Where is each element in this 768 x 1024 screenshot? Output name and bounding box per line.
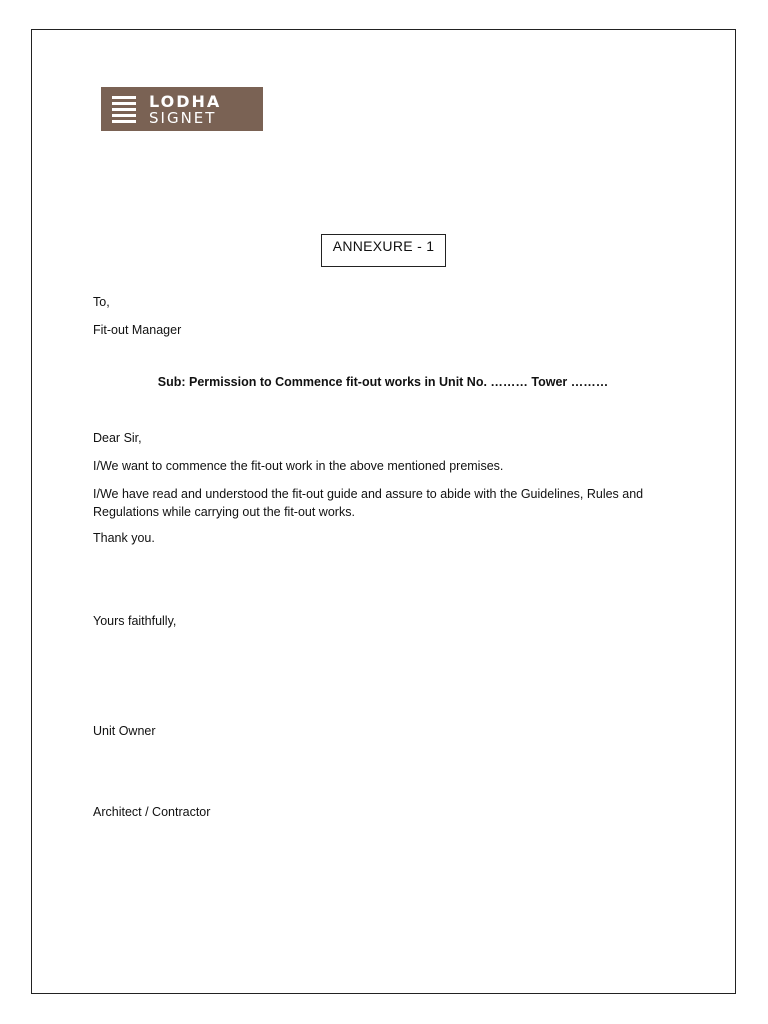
letter-recipient: Fit-out Manager: [93, 323, 182, 337]
letter-paragraph-2: I/We have read and understood the fit-out guide and assure to abide with the Guidelines, Rules and Regulations while carrying out the fit-out works.: [93, 487, 644, 519]
logo-lines-icon: [112, 96, 136, 124]
letter-salutation: Dear Sir,: [93, 431, 142, 445]
letter-subject: Sub: Permission to Commence fit-out works in Unit No. ……… Tower ………: [157, 375, 609, 389]
logo-text-lodha: LODHA: [149, 92, 222, 111]
logo-text-signet: SIGNET: [149, 109, 217, 127]
signatory-architect-contractor: Architect / Contractor: [93, 805, 211, 819]
letter-to: To,: [93, 295, 110, 309]
lodha-signet-logo: [101, 87, 263, 131]
annexure-title: ANNEXURE - 1: [321, 234, 446, 267]
signatory-unit-owner: Unit Owner: [93, 724, 156, 738]
letter-paragraph-1: I/We want to commence the fit-out work in the above mentioned premises.: [93, 459, 504, 473]
letter-closing: Yours faithfully,: [93, 614, 177, 628]
letter-thanks: Thank you.: [93, 531, 155, 545]
